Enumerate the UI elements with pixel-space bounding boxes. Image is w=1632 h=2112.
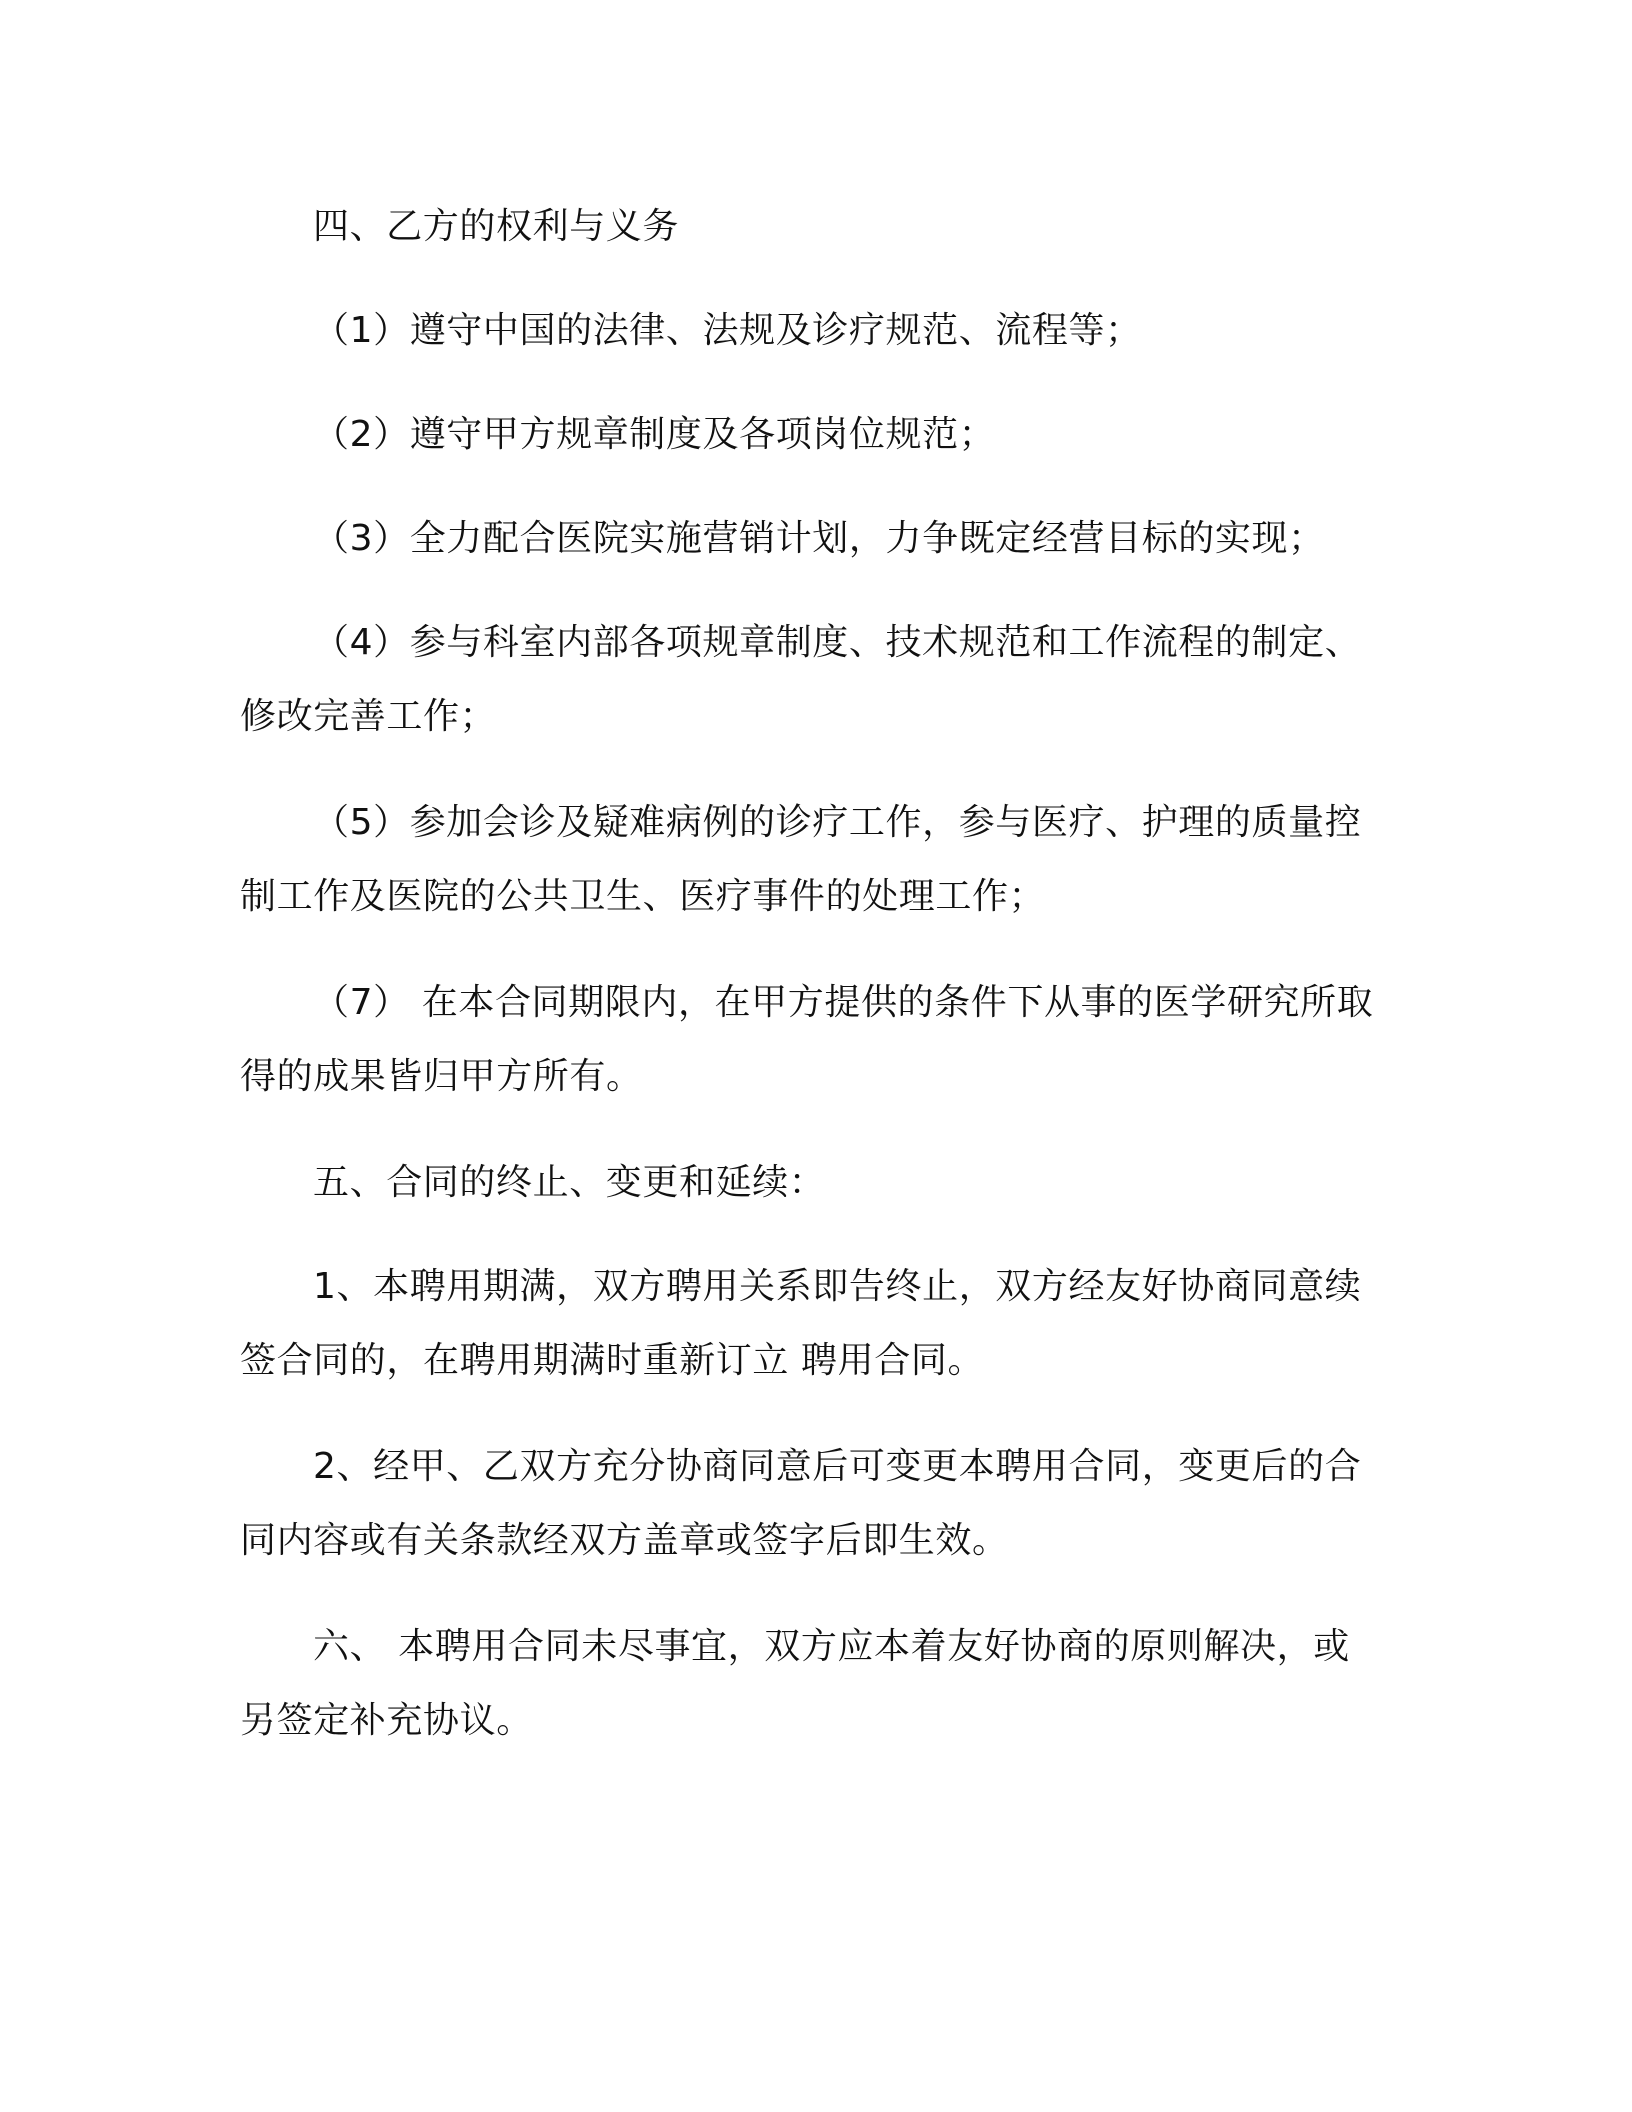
section-heading-six: 六、 本聘用合同未尽事宜，双方应本着友好协商的原则解决，或另签定补充协议。: [240, 1626, 1350, 1741]
clause-item-5: （5）参加会诊及疑难病例的诊疗工作，参与医疗、护理的质量控制工作及医院的公共卫生、医疗事件的处理工作；: [240, 802, 1362, 917]
section-heading-four: 四、乙方的权利与义务: [313, 206, 680, 247]
clause-item-7: （7） 在本合同期限内，在甲方提供的条件下从事的医学研究所取得的成果皆归甲方所有。: [240, 982, 1374, 1097]
clause-item-3: （3）全力配合医院实施营销计划，力争既定经营目标的实现；: [313, 518, 1325, 559]
section-heading-five: 五、合同的终止、变更和延续：: [313, 1162, 826, 1203]
document-body: [240, 190, 1375, 1790]
clause-item-1: （1）遵守中国的法律、法规及诊疗规范、流程等；: [313, 310, 1142, 351]
clause-amendment: 2、经甲、乙双方充分协商同意后可变更本聘用合同，变更后的合同内容或有关条款经双方盖章或签字后即生效。: [240, 1446, 1362, 1561]
clause-item-4: （4）参与科室内部各项规章制度、技术规范和工作流程的制定、修改完善工作；: [240, 622, 1362, 737]
clause-item-2: （2）遵守甲方规章制度及各项岗位规范；: [313, 414, 996, 455]
clause-termination: 1、本聘用期满，双方聘用关系即告终止，双方经友好协商同意续签合同的，在聘用期满时重新订立 聘用合同。: [240, 1266, 1362, 1381]
